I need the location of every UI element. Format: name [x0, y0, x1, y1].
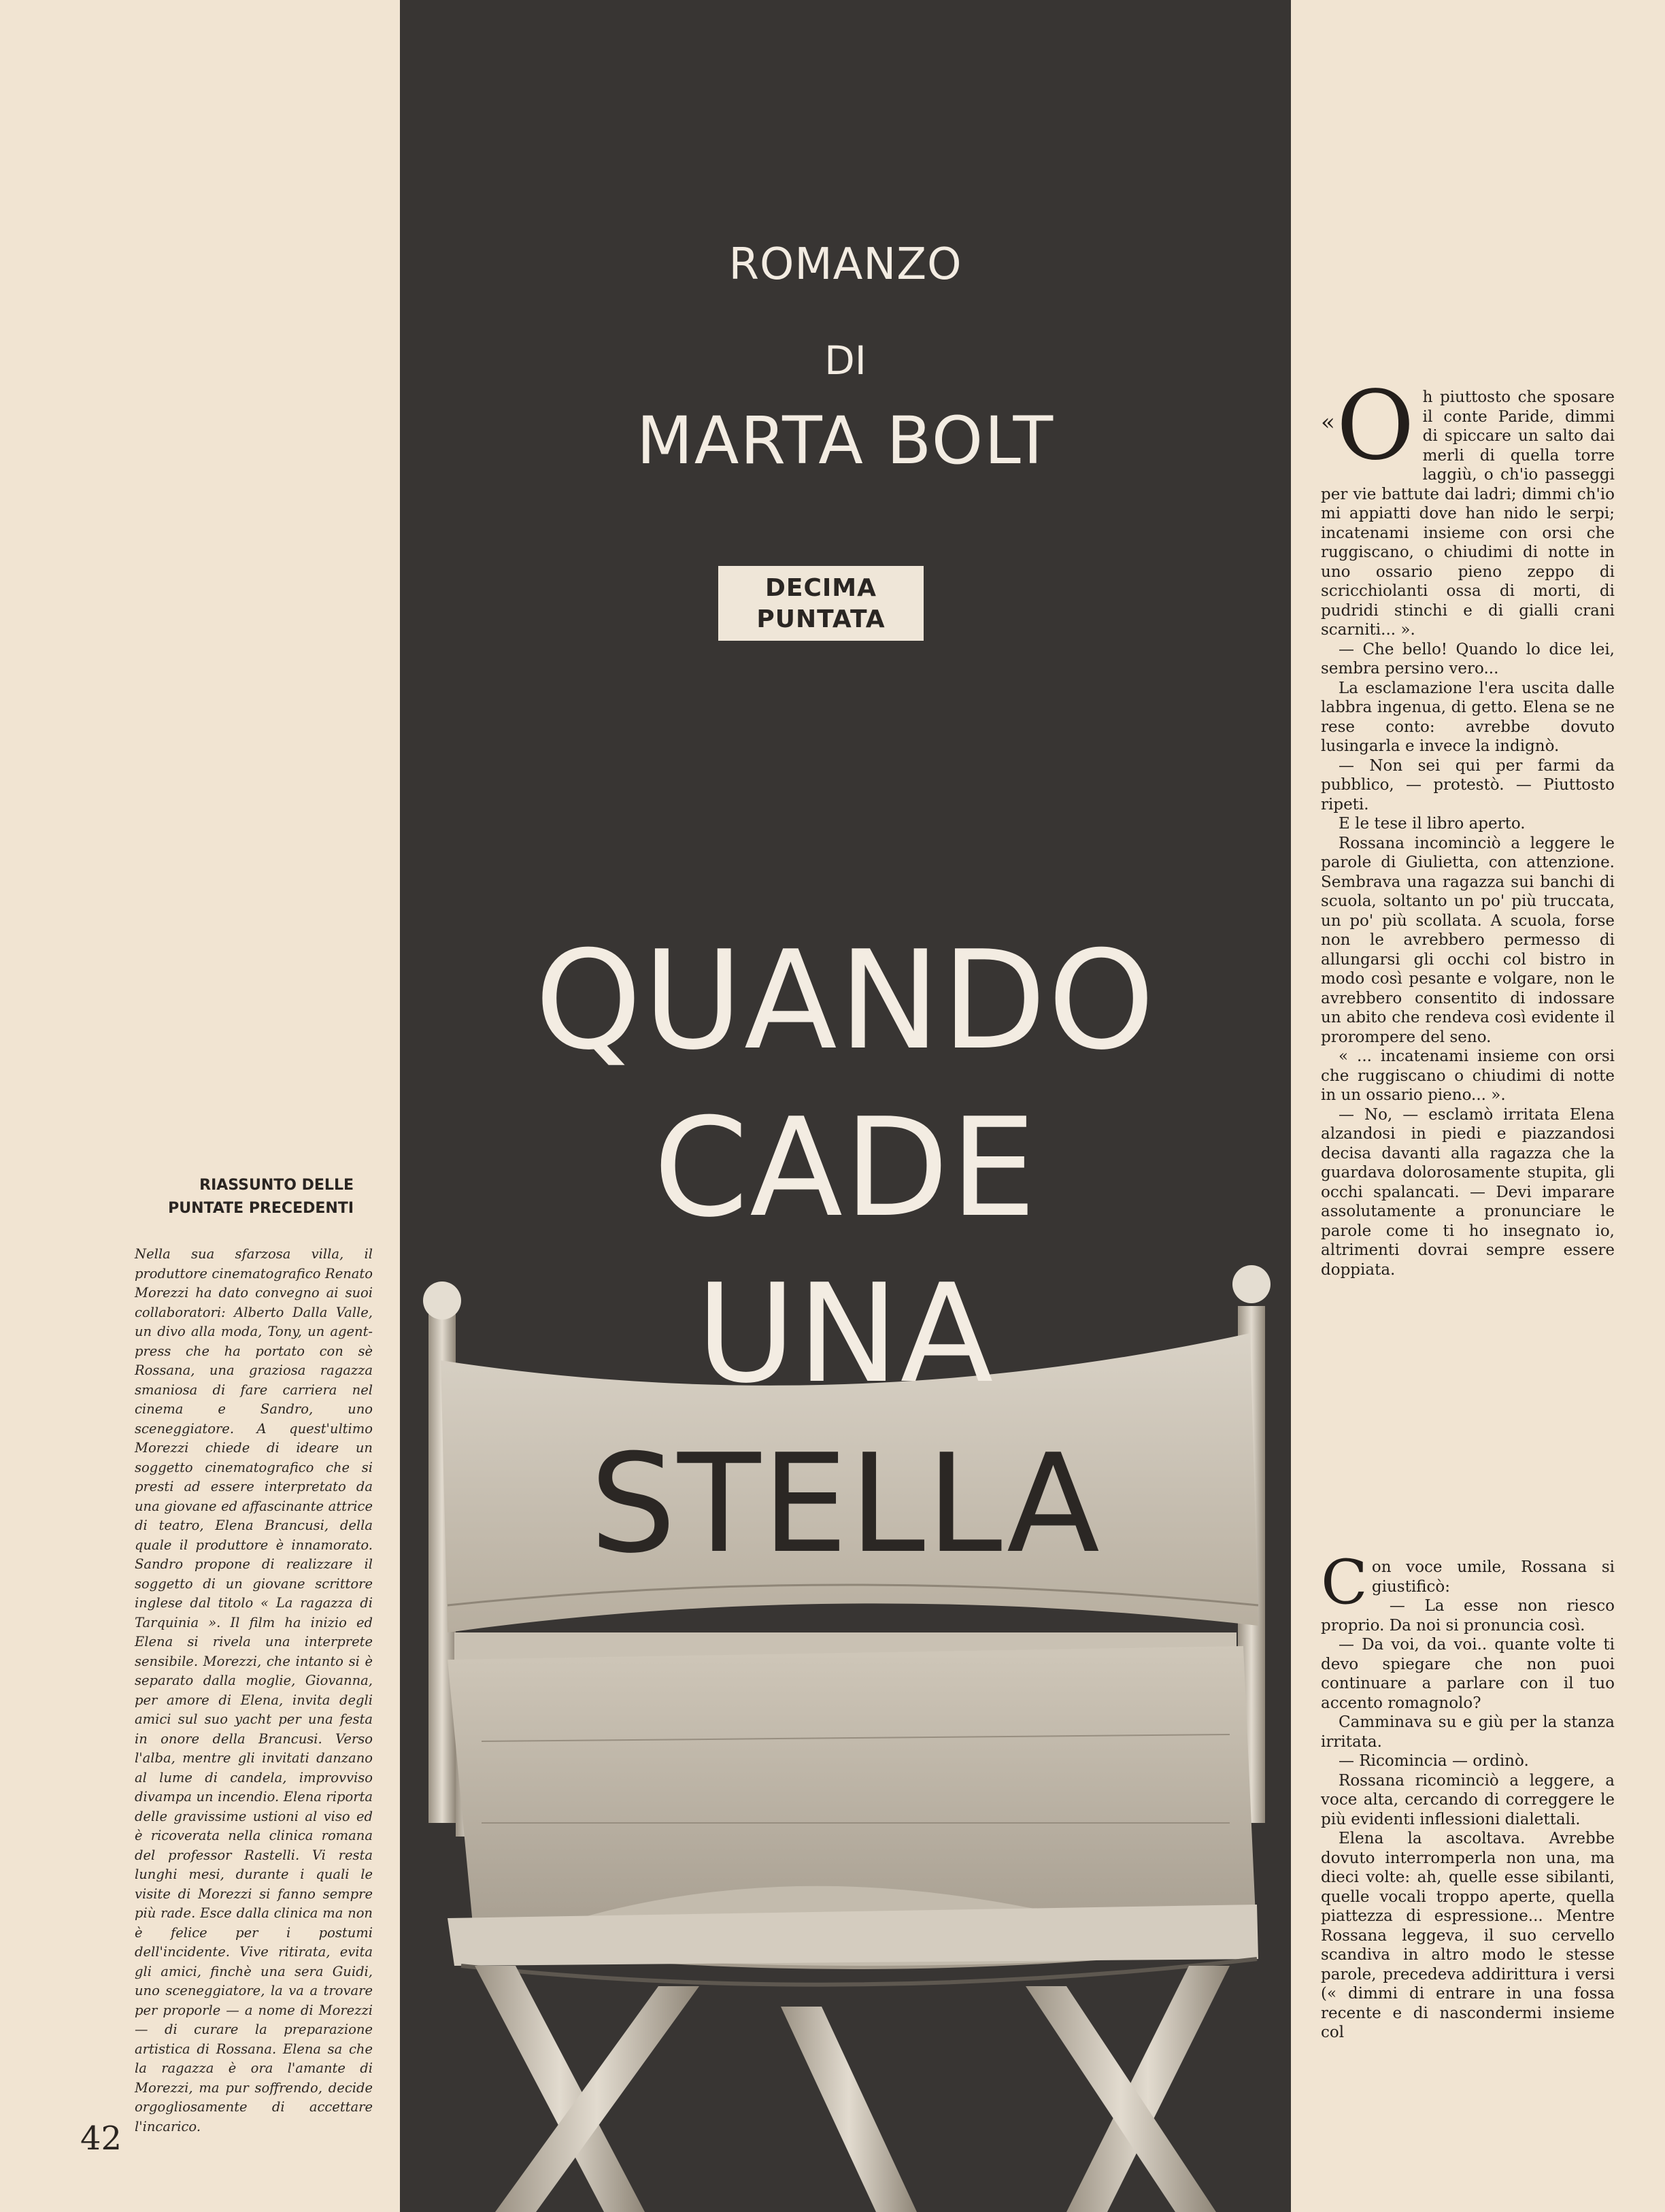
- summary-heading-line1: RIASSUNTO DELLE: [199, 1177, 354, 1194]
- story-paragraph: Elena la ascoltava. Avrebbe dovuto interromperla non una, ma dieci volte: ah, quelle esse sibilanti, quelle vocali troppo aperte, quella piattezza di espressione... Mentre Rossana leggeva, il suo cervello scandiva in altro modo le stesse parole, precedeva addirittura i versi (« dimmi di entrare in una fossa recente e di nascondermi insieme col: [1321, 1830, 1615, 2041]
- story-paragraph: « ... incatenami insieme con orsi che ruggiscano o chiudimi di notte in un ossario pieno... ».: [1321, 1048, 1615, 1104]
- headline-line-3: UNA: [696, 1255, 995, 1413]
- story-paragraph: — Ricomincia — ordinò.: [1339, 1752, 1529, 1770]
- summary-heading: [136, 1174, 354, 1220]
- story-paragraph: Rossana ricominciò a leggere, a voce alta, cercando di correggere le più evidenti inflessioni dialettali.: [1321, 1771, 1615, 1828]
- drop-cap: C: [1321, 1547, 1368, 1618]
- author-name: MARTA BOLT: [636, 403, 1055, 479]
- by-label: DI: [824, 337, 867, 384]
- summary-text: Nella sua sfarzosa villa, il produttore cinematografico Renato Morezzi ha dato convegno ai suoi collaboratori: Alberto Dalla Valle, un divo alla moda, Tony, un agent-press che ha portato con sè Rossana, una graziosa ragazza smaniosa di fare carriera nel cinema e Sandro, uno sceneggiatore. A quest'ultimo Morezzi chiede di ideare un soggetto cinematografico che si presti ad essere interpretato da una giovane ed affascinante attrice di teatro, Elena Brancusi, della quale il produttore è innamorato. Sandro propone di realizzare il soggetto di un giovane scrittore inglese dal titolo « La ragazza di Tarquinia ». Il film ha inizio ed Elena si rivela una interprete sensibile. Morezzi, che intanto si è separato dalla moglie, Giovanna, per amore di Elena, invita degli amici sul suo yacht per una festa in onore della Brancusi. Verso l'alba, mentre gli invitati danzano al lume di candela, improvviso divampa un incendio. Elena riporta delle gravissime ustioni al viso ed è ricoverata nella clinica romana del professor Rastelli. Vi resta lunghi mesi, durante i quali le visite di Morezzi si fanno sempre più rade. Esce dalla clinica ma non è felice per i postumi dell'incidente. Vive ritirata, evita gli amici, finchè una sera Guidi, uno sceneggiatore, la va a trovare per proporle — a nome di Morezzi — di curare la preparazione artistica di Rossana. Elena sa che la ragazza è ora l'amante di Morezzi, ma pur soffrendo, decide orgogliosamente di accettare l'incarico.: [135, 1246, 373, 2134]
- opening-quote-mark: «: [1321, 409, 1335, 436]
- story-paragraph: E le tese il libro aperto.: [1339, 815, 1526, 833]
- story-paragraph: Rossana incominciò a leggere le parole di Giulietta, con attenzione. Sembrava una ragazza sui banchi di scuola, soltanto un po' più truccata, un po' più scollata. A scuola, forse non le avrebbero permesso di allungarsi gli occhi col bistro in modo così pesante e volgare, non le avrebbero consentito di indossare un abito che rendeva così evidente il prorompere del seno.: [1321, 834, 1615, 1046]
- story-paragraph: Camminava su e giù per la stanza irritata.: [1321, 1713, 1615, 1751]
- episode-badge-line1: DECIMA: [765, 574, 877, 602]
- headline-line-1: QUANDO: [535, 922, 1156, 1080]
- episode-badge-line2: PUNTATA: [756, 605, 886, 633]
- story-paragraph: — Che bello! Quando lo dice lei, sembra persino vero...: [1321, 640, 1615, 677]
- page-number: 42: [80, 2119, 122, 2158]
- paragraph-text: on voce umile, Rossana si giustificò:: [1371, 1558, 1615, 1596]
- genre-label: ROMANZO: [728, 239, 962, 290]
- episode-badge: [718, 566, 924, 641]
- headline-line-2: CADE: [653, 1089, 1038, 1247]
- title-panel: [400, 0, 1291, 2212]
- story-paragraph: La esclamazione l'era uscita dalle labbra ingenua, di getto. Elena se ne rese conto: avrebbe dovuto lusingarla e invece la indignò.: [1321, 679, 1615, 755]
- story-paragraph: — La esse non riesco proprio. Da noi si pronuncia così.: [1321, 1597, 1615, 1635]
- story-paragraph: — No, — esclamò irritata Elena alzandosi in piedi e piazzandosi decisa davanti alla ragazza che la guardava dolorosamente stupita, gli occhi spalancati. — Devi imparare assolutamente a pronunciare le parole come ti ho insegnato io, altrimenti dovrai sempre essere doppiata.: [1321, 1105, 1615, 1279]
- story-column-top: [1321, 371, 1615, 1279]
- story-paragraph: — Da voi, da voi.. quante volte ti devo spiegare che non puoi continuare a parlare con il tuo accento romagnolo?: [1321, 1636, 1615, 1712]
- headline-line-4: STELLA: [590, 1425, 1101, 1583]
- story-column-bottom: [1321, 1547, 1615, 2043]
- story-paragraph: [1321, 371, 1615, 640]
- drop-cap: O: [1336, 371, 1415, 482]
- story-paragraph: — Non sei qui per farmi da pubblico, — protestò. — Piuttosto ripeti.: [1321, 756, 1615, 814]
- summary-heading-line2: PUNTATE PRECEDENTI: [168, 1200, 354, 1217]
- paragraph-text: h piuttosto che sposare il conte Paride, dimmi di spiccare un salto dai merli di quella torre laggiù, o ch'io passeggi per vie battute dai ladri; dimmi ch'io mi appiatti dove han nido le serpi; incatenami insieme con orsi che ruggiscano, o chiudimi di notte in uno ossario pieno zeppo di scricchiolanti ossa di morti, di pudridi stinchi e di gialli crani scarniti... ».: [1321, 388, 1615, 639]
